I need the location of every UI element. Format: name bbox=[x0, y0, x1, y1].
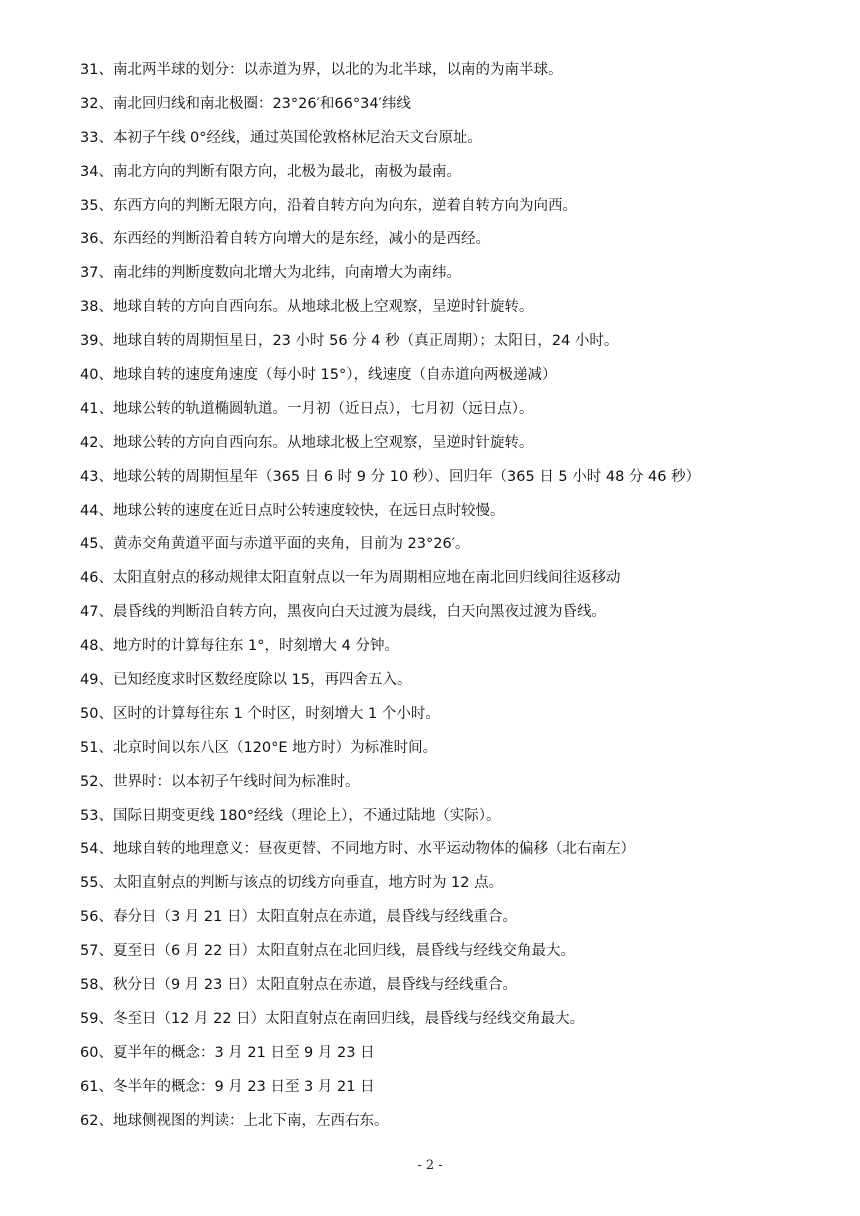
list-item: 57、夏至日（6 月 22 日）太阳直射点在北回归线，晨昏线与经线交角最大。 bbox=[80, 943, 575, 960]
list-item: 37、南北纬的判断度数向北增大为北纬，向南增大为南纬。 bbox=[80, 265, 461, 282]
list-item: 62、地球侧视图的判读：上北下南，左西右东。 bbox=[80, 1112, 389, 1129]
list-item: 60、夏半年的概念：3 月 21 日至 9 月 23 日 bbox=[80, 1044, 375, 1061]
list-item: 35、东西方向的判断无限方向，沿着自转方向为向东，逆着自转方向为向西。 bbox=[80, 197, 577, 214]
list-item: 43、地球公转的周期恒星年（365 日 6 时 9 分 10 秒）、回归年（365 日 5 小时 48 分 46 秒） bbox=[80, 468, 701, 485]
list-item: 49、已知经度求时区数经度除以 15，再四舍五入。 bbox=[80, 672, 412, 689]
list-item: 36、东西经的判断沿着自转方向增大的是东经，减小的是西经。 bbox=[80, 231, 490, 248]
list-item: 42、地球公转的方向自西向东。从地球北极上空观察，呈逆时针旋转。 bbox=[80, 434, 534, 451]
list-item: 47、晨昏线的判断沿自转方向，黑夜向白天过渡为晨线，白天向黑夜过渡为昏线。 bbox=[80, 604, 606, 621]
list-item: 61、冬半年的概念：9 月 23 日至 3 月 21 日 bbox=[80, 1078, 375, 1095]
list-item: 44、地球公转的速度在近日点时公转速度较快，在远日点时较慢。 bbox=[80, 502, 505, 519]
list-item: 52、世界时：以本初子午线时间为标准时。 bbox=[80, 773, 360, 790]
list-item: 53、国际日期变更线 180°经线（理论上），不通过陆地（实际）。 bbox=[80, 807, 501, 824]
list-item: 59、冬至日（12 月 22 日）太阳直射点在南回归线，晨昏线与经线交角最大。 bbox=[80, 1010, 585, 1027]
list-item: 56、春分日（3 月 21 日）太阳直射点在赤道，晨昏线与经线重合。 bbox=[80, 909, 517, 926]
numbered-list bbox=[80, 58, 780, 1143]
list-item: 39、地球自转的周期恒星日，23 小时 56 分 4 秒（真正周期）；太阳日，24 小时。 bbox=[80, 333, 619, 350]
list-item: 45、黄赤交角黄道平面与赤道平面的夹角，目前为 23°26′。 bbox=[80, 536, 470, 553]
list-item: 54、地球自转的地理意义：昼夜更替、不同地方时、水平运动物体的偏移（北右南左） bbox=[80, 841, 635, 858]
list-item: 55、太阳直射点的判断与该点的切线方向垂直，地方时为 12 点。 bbox=[80, 875, 504, 892]
list-item: 51、北京时间以东八区（120°E 地方时）为标准时间。 bbox=[80, 739, 438, 756]
page-number: - 2 - bbox=[417, 1158, 443, 1173]
list-item: 46、太阳直射点的移动规律太阳直射点以一年为周期相应地在南北回归线间往返移动 bbox=[80, 570, 621, 587]
list-item: 31、南北两半球的划分：以赤道为界，以北的为北半球，以南的为南半球。 bbox=[80, 62, 563, 78]
list-item: 38、地球自转的方向自西向东。从地球北极上空观察，呈逆时针旋转。 bbox=[80, 299, 534, 316]
list-item: 58、秋分日（9 月 23 日）太阳直射点在赤道，晨昏线与经线重合。 bbox=[80, 977, 517, 994]
list-item: 48、地方时的计算每往东 1°，时刻增大 4 分钟。 bbox=[80, 638, 399, 655]
list-item: 41、地球公转的轨道椭圆轨道。一月初（近日点），七月初（远日点）。 bbox=[80, 400, 534, 417]
list-item: 33、本初子午线 0°经线，通过英国伦敦格林尼治天文台原址。 bbox=[80, 129, 483, 146]
list-item: 34、南北方向的判断有限方向，北极为最北，南极为最南。 bbox=[80, 163, 461, 180]
list-item: 32、南北回归线和南北极圈：23°26′和66°34′纬线 bbox=[80, 95, 411, 112]
list-item: 40、地球自转的速度角速度（每小时 15°），线速度（自赤道向两极递减） bbox=[80, 367, 557, 384]
list-item: 50、区时的计算每往东 1 个时区，时刻增大 1 个小时。 bbox=[80, 705, 440, 722]
